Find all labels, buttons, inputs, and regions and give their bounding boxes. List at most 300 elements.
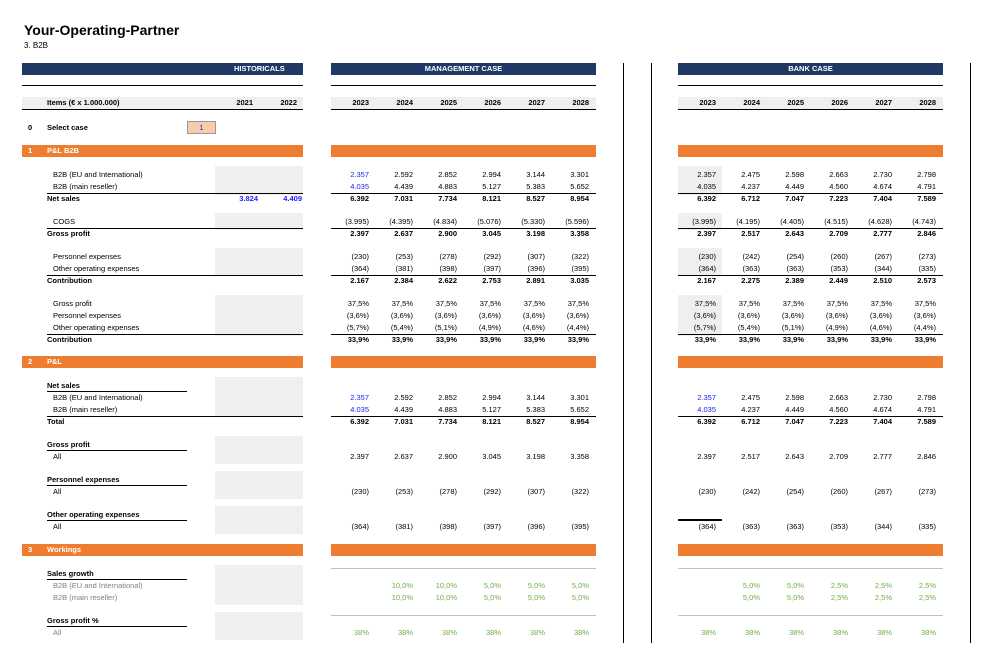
mgmt-cell[interactable]: 5,0%	[483, 593, 501, 602]
mgmt-cell[interactable]: 3.045	[482, 452, 501, 461]
mgmt-cell[interactable]: 3.035	[570, 276, 589, 285]
bank-cell[interactable]: (260)	[830, 252, 848, 261]
row-label: Other operating expenses	[47, 510, 140, 519]
bank-cell[interactable]: 2.449	[829, 276, 848, 285]
label-underline	[47, 485, 187, 486]
mgmt-cell[interactable]: 5.652	[570, 182, 589, 191]
mgmt-cell[interactable]: 37,5%	[567, 299, 589, 308]
mgmt-cell[interactable]: 8.954	[570, 194, 589, 203]
mgmt-cell[interactable]: (3,6%)	[434, 311, 457, 320]
bank-cell[interactable]: 2.798	[917, 170, 936, 179]
row-label: Total	[47, 417, 65, 426]
mgmt-cell[interactable]: (3,6%)	[566, 311, 589, 320]
bank-cell[interactable]: (4.628)	[868, 217, 892, 226]
management-case-bar	[331, 63, 596, 75]
bank-cell[interactable]: (364)	[698, 264, 716, 273]
section-label: P&L	[47, 357, 62, 366]
mgmt-cell[interactable]: 5,0%	[527, 593, 545, 602]
bank-cell[interactable]: 38%	[832, 628, 848, 637]
bank-cell[interactable]: (4.405)	[780, 217, 804, 226]
bank-cell[interactable]: 2.475	[741, 393, 760, 402]
mgmt-cell[interactable]: (5,7%)	[346, 323, 369, 332]
bank-cell[interactable]: 4.035	[697, 182, 716, 191]
row-label: All	[53, 628, 62, 637]
bank-cell[interactable]: 2.846	[917, 229, 936, 238]
input-area	[215, 295, 303, 336]
bank-cell[interactable]: 4.674	[873, 182, 892, 191]
mgmt-cell[interactable]: (5.596)	[565, 217, 589, 226]
bank-cell[interactable]: (267)	[874, 252, 892, 261]
mgmt-cell[interactable]: (381)	[395, 522, 413, 531]
bank-cell[interactable]: 2.643	[785, 452, 804, 461]
bank-cell[interactable]: (4,9%)	[825, 323, 848, 332]
year-header: 2024	[743, 98, 760, 107]
bank-cell[interactable]: 2.510	[873, 276, 892, 285]
bank-cell[interactable]: 5,0%	[742, 581, 760, 590]
year-header: 2023	[352, 98, 369, 107]
mgmt-cell[interactable]: 2.357	[350, 393, 369, 402]
mgmt-cell[interactable]: 3.198	[526, 452, 545, 461]
bank-cell[interactable]: 5,0%	[786, 581, 804, 590]
mgmt-cell[interactable]: (253)	[395, 252, 413, 261]
mgmt-cell[interactable]: 7.031	[394, 194, 413, 203]
mgmt-cell[interactable]: 37,5%	[479, 299, 501, 308]
mgmt-cell[interactable]: (4.395)	[389, 217, 413, 226]
bank-cell[interactable]: (242)	[742, 252, 760, 261]
bank-cell[interactable]: (4.195)	[736, 217, 760, 226]
bank-cell[interactable]: (363)	[742, 522, 760, 531]
bank-cell[interactable]: 33,9%	[826, 335, 848, 344]
bank-cell[interactable]: 2.798	[917, 393, 936, 402]
bank-cell[interactable]: 2,5%	[874, 581, 892, 590]
mgmt-cell[interactable]: 3.358	[570, 452, 589, 461]
bank-cell[interactable]: 38%	[920, 628, 936, 637]
year-header: 2022	[280, 98, 297, 107]
bank-cell[interactable]: 38%	[788, 628, 804, 637]
bank-cell[interactable]: 2.598	[785, 393, 804, 402]
bank-cell[interactable]: 37,5%	[738, 299, 760, 308]
row-label: Gross profit	[47, 229, 90, 238]
bank-cell[interactable]: 4.560	[829, 182, 848, 191]
bank-cell[interactable]: 2.846	[917, 452, 936, 461]
mgmt-cell[interactable]: 2.592	[394, 393, 413, 402]
bank-cell[interactable]: 2.275	[741, 276, 760, 285]
input-area	[215, 436, 303, 464]
bank-cell[interactable]: 2.709	[829, 452, 848, 461]
mgmt-cell[interactable]: (3,6%)	[390, 311, 413, 320]
mgmt-cell[interactable]: 6.392	[350, 417, 369, 426]
mgmt-cell[interactable]: (292)	[483, 252, 501, 261]
mgmt-cell[interactable]: (4,6%)	[522, 323, 545, 332]
bank-cell[interactable]: (4,4%)	[913, 323, 936, 332]
mgmt-cell[interactable]: 2.852	[438, 393, 457, 402]
mgmt-cell[interactable]: 38%	[397, 628, 413, 637]
row-label: COGS	[53, 217, 76, 226]
bank-cell[interactable]: (230)	[698, 487, 716, 496]
mgmt-cell[interactable]: 7.734	[438, 417, 457, 426]
mgmt-cell[interactable]: 10,0%	[391, 581, 413, 590]
mgmt-cell[interactable]: (4,9%)	[478, 323, 501, 332]
bank-cell[interactable]: 2.709	[829, 229, 848, 238]
mgmt-cell[interactable]: (3,6%)	[346, 311, 369, 320]
bank-cell[interactable]: 38%	[700, 628, 716, 637]
mgmt-cell[interactable]: (395)	[571, 264, 589, 273]
mgmt-cell[interactable]: (307)	[527, 487, 545, 496]
bank-cell[interactable]: 2.663	[829, 393, 848, 402]
historicals-bar	[22, 63, 303, 75]
bank-cell[interactable]: (273)	[918, 252, 936, 261]
mgmt-cell[interactable]: 2.994	[482, 170, 501, 179]
section-number: 1	[28, 146, 33, 155]
bank-cell[interactable]: 2.397	[697, 452, 716, 461]
mgmt-cell[interactable]: 10,0%	[391, 593, 413, 602]
bank-cell[interactable]: 4.449	[785, 182, 804, 191]
bank-cell[interactable]: 2.389	[785, 276, 804, 285]
bank-cell[interactable]: 2,5%	[830, 581, 848, 590]
row-label: All	[53, 452, 62, 461]
mgmt-cell[interactable]: (3,6%)	[478, 311, 501, 320]
bank-cell[interactable]: 2.777	[873, 229, 892, 238]
mgmt-cell[interactable]: (364)	[351, 264, 369, 273]
mgmt-cell[interactable]: (3,6%)	[522, 311, 545, 320]
section-header-bar	[22, 356, 303, 368]
mgmt-cell[interactable]: 3.144	[526, 393, 545, 402]
bank-cell[interactable]: 33,9%	[782, 335, 804, 344]
bank-cell[interactable]: 37,5%	[694, 299, 716, 308]
mgmt-cell[interactable]: 3.198	[526, 229, 545, 238]
mgmt-cell[interactable]: (395)	[571, 522, 589, 531]
bank-cell[interactable]: (3,6%)	[737, 311, 760, 320]
mgmt-cell[interactable]: 33,9%	[567, 335, 589, 344]
mgmt-cell[interactable]: 38%	[353, 628, 369, 637]
mgmt-cell[interactable]: (4,4%)	[566, 323, 589, 332]
mgmt-cell[interactable]: (278)	[439, 487, 457, 496]
mgmt-cell[interactable]: (230)	[351, 252, 369, 261]
year-header: 2025	[787, 98, 804, 107]
bank-cell[interactable]: 6.712	[741, 194, 760, 203]
bank-cell[interactable]: (267)	[874, 487, 892, 496]
mgmt-cell[interactable]: (5,1%)	[434, 323, 457, 332]
bank-cell[interactable]: 6.712	[741, 417, 760, 426]
bank-cell[interactable]: 2,5%	[874, 593, 892, 602]
bank-cell[interactable]: (4.743)	[912, 217, 936, 226]
bank-cell[interactable]: 33,9%	[870, 335, 892, 344]
bank-cell[interactable]: 6.392	[697, 194, 716, 203]
row-label: Contribution	[47, 335, 92, 344]
divider-line	[623, 63, 624, 643]
bank-cell[interactable]: (344)	[874, 264, 892, 273]
workings-rule	[678, 615, 943, 616]
mgmt-cell[interactable]: (5.330)	[521, 217, 545, 226]
mgmt-cell[interactable]: (307)	[527, 252, 545, 261]
page-subtitle: 3. B2B	[24, 41, 49, 50]
section-label: P&L B2B	[47, 146, 79, 155]
bank-cell[interactable]: 37,5%	[914, 299, 936, 308]
mgmt-cell[interactable]: 10,0%	[435, 581, 457, 590]
bank-cell[interactable]: 5,0%	[742, 593, 760, 602]
bank-cell[interactable]: 4.237	[741, 405, 760, 414]
mgmt-cell[interactable]: (396)	[527, 264, 545, 273]
bank-cell[interactable]: (344)	[874, 522, 892, 531]
bank-cell[interactable]: 37,5%	[782, 299, 804, 308]
bank-cell[interactable]: 2.357	[697, 393, 716, 402]
mgmt-cell[interactable]: 7.734	[438, 194, 457, 203]
mgmt-cell[interactable]: 3.045	[482, 229, 501, 238]
bank-cell[interactable]: (353)	[830, 522, 848, 531]
hist-cell: 3.824	[239, 194, 258, 203]
bank-cell[interactable]: 2.517	[741, 452, 760, 461]
bank-cell[interactable]: (3,6%)	[781, 311, 804, 320]
mgmt-cell[interactable]: 5,0%	[527, 581, 545, 590]
mgmt-cell[interactable]: 3.301	[570, 170, 589, 179]
mgmt-cell[interactable]: 38%	[441, 628, 457, 637]
header-rule	[678, 85, 943, 86]
bank-cell[interactable]: (273)	[918, 487, 936, 496]
mgmt-cell[interactable]: 3.301	[570, 393, 589, 402]
mgmt-cell[interactable]: (322)	[571, 487, 589, 496]
bank-cell[interactable]: 2.730	[873, 393, 892, 402]
mgmt-cell[interactable]: 2.592	[394, 170, 413, 179]
bank-cell[interactable]: (5,7%)	[693, 323, 716, 332]
mgmt-cell[interactable]: 2.994	[482, 393, 501, 402]
mgmt-cell[interactable]: 5,0%	[483, 581, 501, 590]
mgmt-cell[interactable]: 4.439	[394, 182, 413, 191]
mgmt-cell[interactable]: (5,4%)	[390, 323, 413, 332]
mgmt-cell[interactable]: (398)	[439, 264, 457, 273]
row-label: All	[53, 522, 62, 531]
bank-cell[interactable]: 7.589	[917, 417, 936, 426]
mgmt-cell[interactable]: 4.883	[438, 405, 457, 414]
mgmt-cell[interactable]: 8.527	[526, 417, 545, 426]
mgmt-cell[interactable]: 2.852	[438, 170, 457, 179]
bank-cell[interactable]: 2.397	[697, 229, 716, 238]
bank-cell[interactable]: (3.995)	[692, 217, 716, 226]
bank-cell[interactable]: 2.777	[873, 452, 892, 461]
input-area	[215, 565, 303, 605]
bank-cell[interactable]: 2.730	[873, 170, 892, 179]
mgmt-cell[interactable]: 8.954	[570, 417, 589, 426]
bank-cell[interactable]: (353)	[830, 264, 848, 273]
bank-cell[interactable]: 37,5%	[826, 299, 848, 308]
mgmt-cell[interactable]: 3.358	[570, 229, 589, 238]
bank-cell[interactable]: 2.643	[785, 229, 804, 238]
row-number: 0	[28, 123, 33, 132]
bank-cell[interactable]: 4.449	[785, 405, 804, 414]
mgmt-cell[interactable]: 2.397	[350, 229, 369, 238]
mgmt-cell[interactable]: (278)	[439, 252, 457, 261]
bank-cell[interactable]: 5,0%	[786, 593, 804, 602]
bank-cell[interactable]: (3,6%)	[825, 311, 848, 320]
bank-cell[interactable]: 2,5%	[918, 581, 936, 590]
bank-cell[interactable]: (364)	[698, 522, 716, 531]
bank-cell[interactable]: (363)	[786, 522, 804, 531]
mgmt-cell[interactable]: (397)	[483, 522, 501, 531]
mgmt-cell[interactable]: (4.834)	[433, 217, 457, 226]
row-label: Contribution	[47, 276, 92, 285]
bank-case-label: BANK CASE	[788, 64, 833, 73]
mgmt-cell[interactable]: 5.127	[482, 405, 501, 414]
mgmt-cell[interactable]: 37,5%	[391, 299, 413, 308]
bank-cell[interactable]: 2.517	[741, 229, 760, 238]
bank-cell[interactable]: (254)	[786, 252, 804, 261]
header-rule	[331, 109, 596, 110]
mgmt-cell[interactable]: 37,5%	[523, 299, 545, 308]
total-rule	[47, 275, 303, 276]
mgmt-cell[interactable]: (398)	[439, 522, 457, 531]
input-area	[215, 612, 303, 640]
bank-cell[interactable]: 2,5%	[918, 593, 936, 602]
mgmt-cell[interactable]: 33,9%	[347, 335, 369, 344]
bank-cell[interactable]: 4.560	[829, 405, 848, 414]
mgmt-cell[interactable]: (292)	[483, 487, 501, 496]
mgmt-cell[interactable]: (396)	[527, 522, 545, 531]
row-label: B2B (EU and International)	[53, 393, 143, 402]
mgmt-cell[interactable]: 38%	[485, 628, 501, 637]
bank-cell[interactable]: 33,9%	[694, 335, 716, 344]
mgmt-cell[interactable]: 2.900	[438, 229, 457, 238]
row-label: Sales growth	[47, 569, 94, 578]
mgmt-cell[interactable]: 2.900	[438, 452, 457, 461]
bank-cell[interactable]: 4.791	[917, 405, 936, 414]
mgmt-cell[interactable]: 3.144	[526, 170, 545, 179]
mgmt-cell[interactable]: 2.891	[526, 276, 545, 285]
bank-cell[interactable]: 7.223	[829, 417, 848, 426]
year-header: 2027	[875, 98, 892, 107]
bank-cell[interactable]: 33,9%	[738, 335, 760, 344]
bank-cell[interactable]: (260)	[830, 487, 848, 496]
section-header-bar	[678, 356, 943, 368]
mgmt-cell[interactable]: 33,9%	[391, 335, 413, 344]
bank-cell[interactable]: 4.035	[697, 405, 716, 414]
mgmt-cell[interactable]: 5.652	[570, 405, 589, 414]
bank-cell[interactable]: (4.515)	[824, 217, 848, 226]
bank-cell[interactable]: 7.047	[785, 417, 804, 426]
bank-cell[interactable]: 4.791	[917, 182, 936, 191]
mgmt-cell[interactable]: 8.527	[526, 194, 545, 203]
mgmt-cell[interactable]: 5,0%	[571, 581, 589, 590]
mgmt-cell[interactable]: (230)	[351, 487, 369, 496]
mgmt-cell[interactable]: 5.127	[482, 182, 501, 191]
year-header: 2024	[396, 98, 413, 107]
mgmt-cell[interactable]: (322)	[571, 252, 589, 261]
mgmt-cell[interactable]: 37,5%	[347, 299, 369, 308]
bank-cell[interactable]: 33,9%	[914, 335, 936, 344]
mgmt-cell[interactable]: 8.121	[482, 194, 501, 203]
section-header-bar	[331, 145, 596, 157]
bank-cell[interactable]: 2.475	[741, 170, 760, 179]
bank-cell[interactable]: 2.573	[917, 276, 936, 285]
bank-cell[interactable]: 37,5%	[870, 299, 892, 308]
mgmt-cell[interactable]: 2.397	[350, 452, 369, 461]
mgmt-cell[interactable]: 5,0%	[571, 593, 589, 602]
mgmt-cell[interactable]: 2.357	[350, 170, 369, 179]
mgmt-cell[interactable]: (3.995)	[345, 217, 369, 226]
mgmt-cell[interactable]: (397)	[483, 264, 501, 273]
year-header: 2021	[236, 98, 253, 107]
mgmt-cell[interactable]: 38%	[529, 628, 545, 637]
header-rule	[331, 85, 596, 86]
year-header: 2028	[919, 98, 936, 107]
select-case-input[interactable]: 1	[187, 121, 216, 134]
mgmt-cell[interactable]: 2.753	[482, 276, 501, 285]
bank-cell[interactable]: 7.404	[873, 194, 892, 203]
header-rule	[678, 109, 943, 110]
row-label: Gross profit %	[47, 616, 99, 625]
input-area	[215, 248, 303, 276]
label-underline	[47, 520, 187, 521]
mgmt-cell[interactable]: 33,9%	[435, 335, 457, 344]
bank-cell[interactable]: (254)	[786, 487, 804, 496]
bank-cell[interactable]: 2,5%	[830, 593, 848, 602]
mgmt-cell[interactable]: 33,9%	[479, 335, 501, 344]
mgmt-cell[interactable]: 7.031	[394, 417, 413, 426]
year-header: 2028	[572, 98, 589, 107]
bank-cell[interactable]: 2.357	[697, 170, 716, 179]
mgmt-cell[interactable]: 2.637	[394, 229, 413, 238]
mgmt-cell[interactable]: 33,9%	[523, 335, 545, 344]
bank-cell[interactable]: 7.047	[785, 194, 804, 203]
bank-cell[interactable]: (5,4%)	[737, 323, 760, 332]
bank-cell[interactable]: (363)	[786, 264, 804, 273]
mgmt-cell[interactable]: (364)	[351, 522, 369, 531]
bank-cell[interactable]: 2.663	[829, 170, 848, 179]
bank-cell[interactable]: (3,6%)	[869, 311, 892, 320]
bank-cell[interactable]: (242)	[742, 487, 760, 496]
bank-cell[interactable]: 38%	[876, 628, 892, 637]
mgmt-cell[interactable]: 10,0%	[435, 593, 457, 602]
mgmt-cell[interactable]: 4.439	[394, 405, 413, 414]
input-area	[215, 166, 303, 195]
bank-cell[interactable]: 6.392	[697, 417, 716, 426]
mgmt-cell[interactable]: 2.384	[394, 276, 413, 285]
mgmt-cell[interactable]: 2.622	[438, 276, 457, 285]
mgmt-cell[interactable]: 2.637	[394, 452, 413, 461]
bank-cell[interactable]: (335)	[918, 522, 936, 531]
mgmt-cell[interactable]: 38%	[573, 628, 589, 637]
bank-cell[interactable]: 7.404	[873, 417, 892, 426]
total-rule	[47, 416, 303, 417]
mgmt-cell[interactable]: (253)	[395, 487, 413, 496]
bank-cell[interactable]: 2.598	[785, 170, 804, 179]
bank-cell[interactable]: 38%	[744, 628, 760, 637]
mgmt-cell[interactable]: 4.035	[350, 182, 369, 191]
year-header: 2026	[484, 98, 501, 107]
bank-cell[interactable]: (4,6%)	[869, 323, 892, 332]
mgmt-cell[interactable]: 5.383	[526, 182, 545, 191]
bank-cell[interactable]: (335)	[918, 264, 936, 273]
bank-cell[interactable]: 7.223	[829, 194, 848, 203]
mgmt-cell[interactable]: 37,5%	[435, 299, 457, 308]
bank-cell[interactable]: (3,6%)	[693, 311, 716, 320]
mgmt-cell[interactable]: 5.383	[526, 405, 545, 414]
mgmt-cell[interactable]: (5.076)	[477, 217, 501, 226]
mgmt-cell[interactable]: 6.392	[350, 194, 369, 203]
bank-cell[interactable]: (363)	[742, 264, 760, 273]
bank-cell[interactable]: 7.589	[917, 194, 936, 203]
bank-cell[interactable]: (5,1%)	[781, 323, 804, 332]
mgmt-cell[interactable]: 4.035	[350, 405, 369, 414]
mgmt-cell[interactable]: (381)	[395, 264, 413, 273]
mgmt-cell[interactable]: 8.121	[482, 417, 501, 426]
bank-cell[interactable]: 4.674	[873, 405, 892, 414]
bank-cell[interactable]: 4.237	[741, 182, 760, 191]
bank-cell[interactable]: 2.167	[697, 276, 716, 285]
year-header: 2027	[528, 98, 545, 107]
bank-cell[interactable]: (3,6%)	[913, 311, 936, 320]
mgmt-cell[interactable]: 2.167	[350, 276, 369, 285]
mgmt-cell[interactable]: 4.883	[438, 182, 457, 191]
bank-cell[interactable]: (230)	[698, 252, 716, 261]
